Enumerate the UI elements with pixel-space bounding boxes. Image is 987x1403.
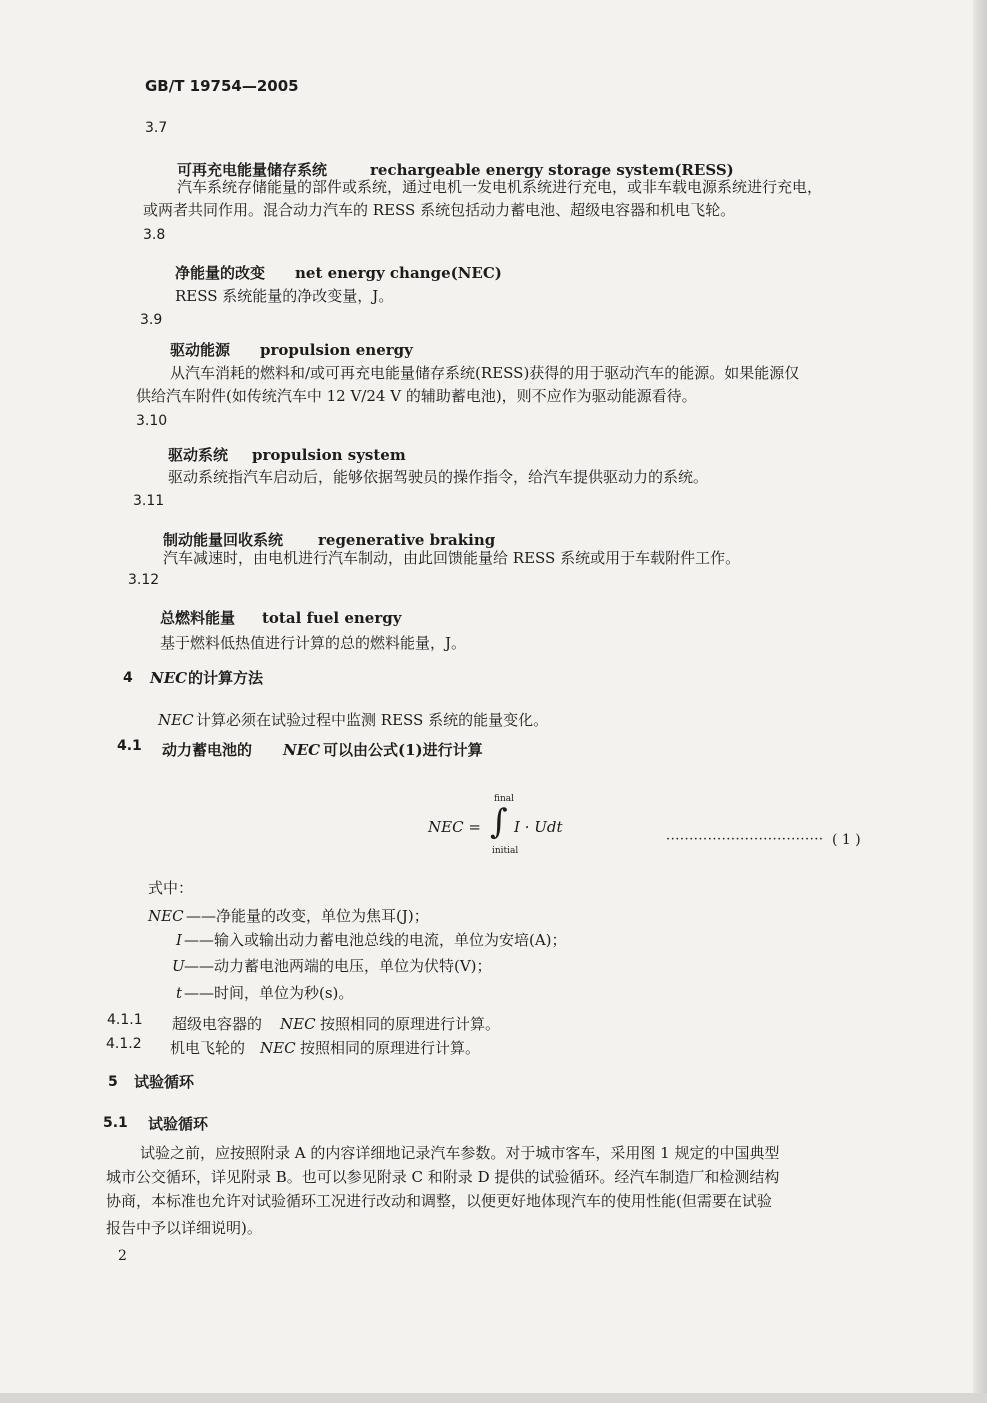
- term-cn: 可再充电能量储存系统: [177, 161, 328, 179]
- integral-lower-limit: initial: [492, 846, 519, 856]
- clause-text: 机电飞轮的: [170, 1039, 246, 1057]
- symbol-i: I: [176, 931, 182, 949]
- term-en: total fuel energy: [262, 609, 402, 627]
- clause-text: 按照相同的原理进行计算。: [300, 1039, 481, 1057]
- formula-rhs: I · Udt: [514, 818, 563, 836]
- definition-line: 或两者共同作用。混合动力汽车的 RESS 系统包括动力蓄电池、超级电容器和机电飞轮。: [143, 201, 736, 219]
- section-title: 的计算方法: [188, 669, 264, 687]
- paragraph: 计算必须在试验过程中监测 RESS 系统的能量变化。: [196, 711, 549, 729]
- where-lead: 式中：: [148, 879, 194, 897]
- clause-text: 可以由公式(1)进行计算: [323, 741, 483, 759]
- clause-text: 超级电容器的: [172, 1015, 263, 1033]
- section-title: 试验循环: [134, 1073, 195, 1091]
- clause-text: 按照相同的原理进行计算。: [320, 1015, 501, 1033]
- symbol-u: U: [172, 957, 185, 975]
- scan-edge-bottom: [0, 1393, 987, 1403]
- term-cn: 驱动系统: [168, 446, 229, 464]
- section-number: 5: [108, 1074, 118, 1090]
- term-cn: 总燃料能量: [160, 609, 236, 627]
- standard-number: GB/T 19754—2005: [145, 77, 299, 95]
- paragraph-abbr: NEC: [158, 711, 194, 729]
- paragraph-line: 城市公交循环，详见附录 B。也可以参见附录 C 和附录 D 提供的试验循环。经汽车制造厂和检测结构: [106, 1168, 780, 1186]
- page-number: 2: [118, 1248, 127, 1264]
- clause-number: 5.1: [103, 1115, 128, 1131]
- definition-line: 驱动系统指汽车启动后，能够依据驾驶员的操作指令，给汽车提供驱动力的系统。: [168, 468, 709, 486]
- symbol-desc: ——时间，单位为秒(s)。: [184, 984, 354, 1002]
- clause-abbr: NEC: [260, 1039, 296, 1057]
- clause-number: 3.12: [128, 572, 160, 588]
- clause-number: 3.11: [133, 493, 165, 509]
- integral-sign-icon: ∫: [490, 802, 508, 842]
- clause-number: 3.8: [143, 227, 166, 243]
- clause-abbr: NEC: [283, 741, 321, 759]
- definition-line: 汽车系统存储能量的部件或系统，通过电机一发电机系统进行充电，或非车载电源系统进行充电，: [177, 178, 823, 196]
- paragraph-line: 协商，本标准也允许对试验循环工况进行改动和调整，以便更好地体现汽车的使用性能(但需要在试验: [106, 1192, 772, 1210]
- paragraph-line: 报告中予以详细说明)。: [106, 1219, 262, 1237]
- clause-number: 4.1: [117, 738, 142, 754]
- section-number: 4: [123, 670, 133, 686]
- clause-text: 动力蓄电池的: [162, 741, 253, 759]
- formula-leader-dots: ··································: [666, 832, 824, 847]
- section-title-abbr: NEC: [150, 669, 188, 687]
- clause-title: 试验循环: [148, 1115, 209, 1133]
- symbol-desc: ——动力蓄电池两端的电压，单位为伏特(V)；: [184, 957, 492, 975]
- definition-line: 汽车减速时，由电机进行汽车制动，由此回馈能量给 RESS 系统或用于车载附件工作。: [163, 549, 741, 567]
- term-cn: 净能量的改变: [175, 264, 266, 282]
- clause-number: 4.1.1: [107, 1012, 143, 1028]
- symbol-desc: ——输入或输出动力蓄电池总线的电流，单位为安培(A)；: [184, 931, 567, 949]
- formula-lhs: NEC =: [428, 818, 481, 836]
- term-cn: 驱动能源: [170, 341, 231, 359]
- clause-number: 3.9: [140, 312, 163, 328]
- paragraph-line: 试验之前，应按照附录 A 的内容详细地记录汽车参数。对于城市客车，采用图 1 规定的中国典型: [140, 1144, 780, 1162]
- definition-line: RESS 系统能量的净改变量，J。: [175, 287, 394, 305]
- clause-number: 3.7: [145, 120, 168, 136]
- term-en: rechargeable energy storage system(RESS): [370, 161, 734, 179]
- formula-1: [428, 794, 888, 860]
- term-en: propulsion energy: [260, 341, 413, 359]
- definition-line: 供给汽车附件(如传统汽车中 12 V/24 V 的辅助蓄电池)，则不应作为驱动能源看待。: [136, 387, 697, 405]
- integral-upper-limit: final: [494, 794, 515, 804]
- term-en: propulsion system: [252, 446, 406, 464]
- clause-number: 4.1.2: [106, 1036, 142, 1052]
- clause-abbr: NEC: [280, 1015, 316, 1033]
- term-en: regenerative braking: [318, 531, 496, 549]
- term-cn: 制动能量回收系统: [163, 531, 284, 549]
- symbol-desc: ——净能量的改变，单位为焦耳(J)；: [186, 907, 429, 925]
- term-en: net energy change(NEC): [295, 264, 502, 282]
- definition-line: 基于燃料低热值进行计算的总的燃料能量，J。: [160, 634, 467, 652]
- definition-line: 从汽车消耗的燃料和/或可再充电能量储存系统(RESS)获得的用于驱动汽车的能源。如果能源仅: [170, 364, 800, 382]
- symbol-nec: NEC: [148, 907, 184, 925]
- symbol-t: t: [176, 984, 183, 1002]
- equation-number: ( 1 ): [832, 832, 861, 848]
- scan-edge-right: [973, 0, 987, 1403]
- clause-number: 3.10: [136, 413, 168, 429]
